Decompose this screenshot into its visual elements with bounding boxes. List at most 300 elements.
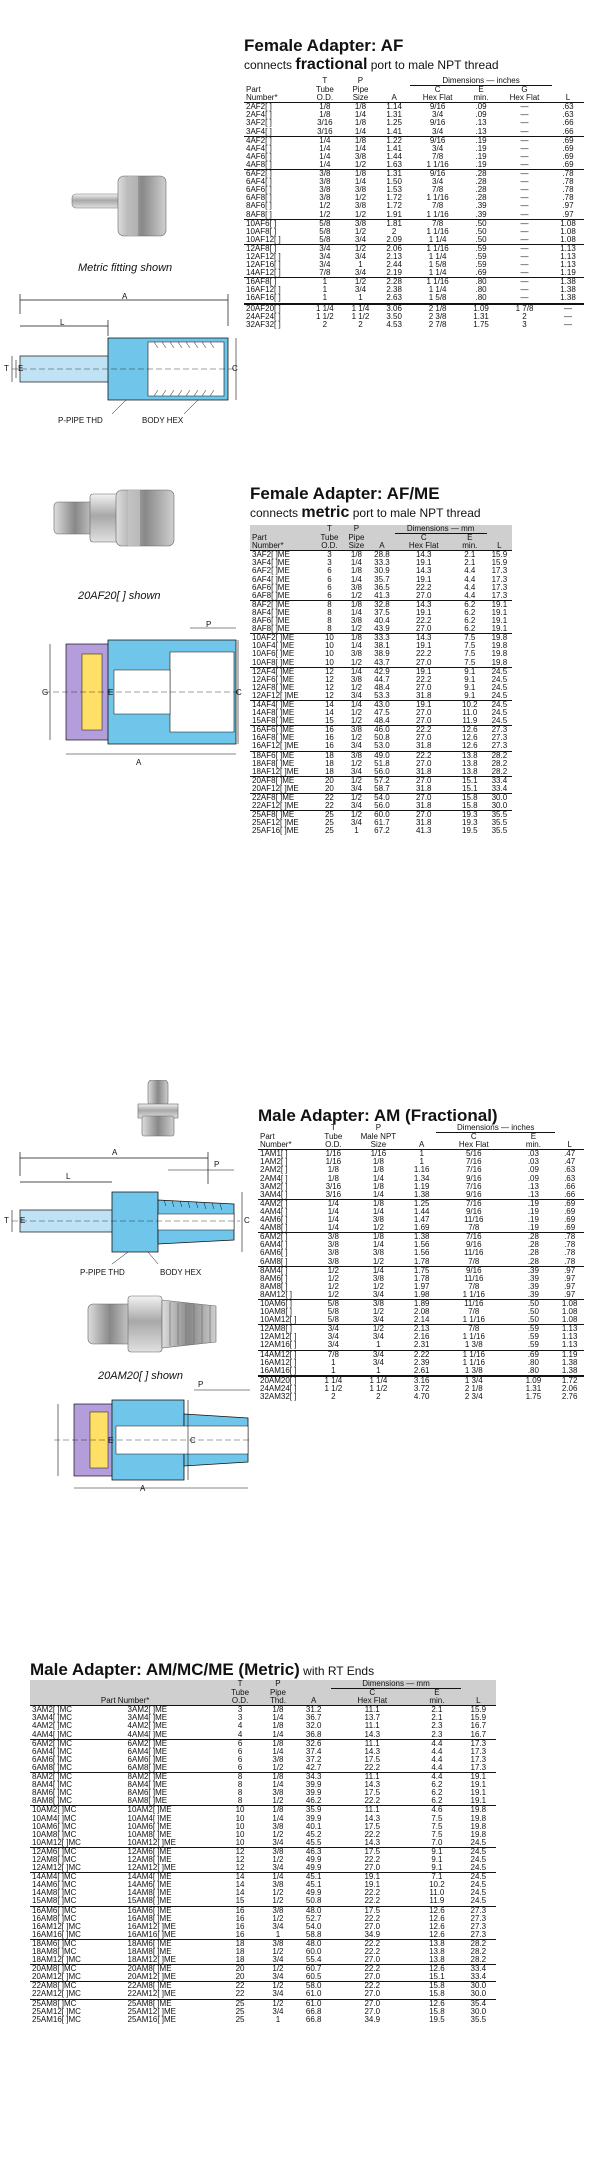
- value-cell: 11.0: [429, 1888, 445, 1898]
- value-cell: 30.0: [487, 794, 512, 803]
- value-cell: 1: [376, 1340, 381, 1350]
- value-cell: 1/8: [344, 600, 370, 609]
- table-row: [30, 1856, 496, 1864]
- value-cell: 1.19: [413, 1181, 430, 1191]
- value-cell: 27.0: [364, 1955, 381, 1965]
- value-cell: 1/8: [272, 1705, 284, 1715]
- value-cell: .19: [475, 159, 487, 169]
- value-cell: —: [520, 209, 529, 219]
- value-cell: —: [520, 285, 529, 295]
- value-cell: 12.6: [462, 733, 478, 743]
- part-number-cell: 8AM2[ ]ME: [126, 1773, 221, 1782]
- am-h-l: L: [555, 1141, 584, 1150]
- value-cell: 1.97: [413, 1281, 430, 1291]
- value-cell: 1 1/16: [426, 209, 449, 219]
- value-cell: 53.0: [374, 741, 390, 751]
- value-cell: 19.3: [462, 818, 478, 828]
- value-cell: 15.1: [429, 1972, 445, 1982]
- value-cell: 4.4: [464, 574, 476, 584]
- value-cell: 1/2: [350, 590, 362, 600]
- value-cell: 3/8: [272, 1821, 284, 1831]
- value-cell: 37.5: [374, 607, 390, 617]
- ammc-h-p: P: [260, 1680, 296, 1689]
- value-cell: 1/4: [317, 1199, 349, 1208]
- value-cell: .19: [512, 1199, 556, 1208]
- value-cell: 1.13: [560, 260, 576, 270]
- part-number-cell: 14AM6[ ]MC: [32, 1880, 77, 1890]
- value-cell: 24.5: [461, 1847, 496, 1856]
- value-cell: 3/4: [432, 143, 444, 153]
- value-cell: 6: [327, 582, 332, 592]
- value-cell: 3/8: [349, 1299, 407, 1308]
- part-number-cell: 15AF8[ ]ME: [252, 716, 295, 726]
- value-cell: 24.5: [470, 1880, 487, 1890]
- value-cell: 3/8: [327, 1240, 339, 1250]
- value-cell: 7.5: [431, 1813, 443, 1823]
- part-number-cell: 10AM4[ ]MC: [32, 1813, 77, 1823]
- part-number-cell: 25AF8[ ]ME: [250, 811, 315, 820]
- part-number-cell: 16AF12[ ]ME: [252, 741, 299, 751]
- value-cell: 12: [324, 674, 334, 684]
- am-dimension-drawing-2: [44, 1384, 254, 1494]
- value-cell: .50: [512, 1299, 556, 1308]
- value-cell: 42.9: [369, 667, 394, 676]
- value-cell: .50: [527, 1315, 539, 1325]
- value-cell: 2.3: [431, 1721, 443, 1731]
- value-cell: 1/2: [350, 624, 362, 634]
- value-cell: —: [520, 234, 529, 244]
- value-cell: 1 1/4: [349, 1376, 407, 1385]
- value-cell: 28.2: [470, 1947, 487, 1956]
- value-cell: 13.7: [364, 1713, 381, 1723]
- afme-spec-table: [250, 525, 512, 835]
- part-number-cell: 20AM8[ ]ME: [126, 1965, 221, 1974]
- table-row: [244, 119, 584, 127]
- value-cell: 1/2: [350, 733, 362, 743]
- value-cell: 1/8: [272, 1721, 284, 1731]
- value-cell: 1/2: [319, 201, 331, 211]
- value-cell: 10: [235, 1829, 245, 1839]
- af-h-l: L: [552, 94, 584, 103]
- value-cell: 17.3: [461, 1739, 496, 1748]
- value-cell: 1.38: [561, 1357, 578, 1367]
- value-cell: 27.0: [415, 708, 432, 718]
- value-cell: 1.31: [378, 170, 410, 179]
- value-cell: 7/8: [432, 185, 444, 195]
- afme-h-l: L: [487, 542, 512, 551]
- value-cell: 2: [391, 226, 397, 236]
- value-cell: 20: [220, 1965, 260, 1974]
- value-cell: 4.4: [431, 1754, 443, 1764]
- value-cell: 1/2: [272, 1896, 284, 1906]
- value-cell: 1/16: [325, 1149, 342, 1159]
- table-row: [258, 1341, 584, 1350]
- table-row: [30, 1722, 496, 1730]
- value-cell: 27.3: [470, 1913, 487, 1923]
- af-label-pthd: P-PIPE THD: [58, 416, 103, 425]
- ammc-h-blank3: [461, 1680, 496, 1689]
- part-number-cell: 25AM16[ ]ME: [127, 2014, 176, 2024]
- value-cell: 11.1: [331, 1806, 413, 1815]
- value-cell: 10: [235, 1813, 245, 1823]
- value-cell: 22.2: [364, 1896, 381, 1906]
- af-h-c: C: [434, 85, 441, 95]
- table-row: [30, 1939, 496, 1948]
- value-cell: 17.3: [470, 1754, 487, 1764]
- value-cell: 36.7: [305, 1713, 322, 1723]
- value-cell: 58.0: [296, 1982, 331, 1991]
- part-number-cell: 20AM12[ ]ME: [127, 1972, 176, 1982]
- value-cell: 3: [522, 319, 527, 329]
- part-number-cell: 12AM8[ ]: [258, 1325, 317, 1334]
- value-cell: 1.19: [555, 1350, 584, 1359]
- value-cell: 24.5: [470, 1863, 487, 1873]
- value-cell: 31.8: [415, 766, 432, 776]
- value-cell: 22.2: [364, 1762, 381, 1772]
- value-cell: 19.3: [453, 811, 487, 820]
- value-cell: 28.8: [374, 550, 390, 560]
- table-row: [250, 659, 512, 668]
- value-cell: 3/8: [327, 1256, 339, 1266]
- part-number-cell: 4AF6[ ]: [246, 151, 272, 161]
- value-cell: .97: [555, 1266, 584, 1275]
- value-cell: —: [497, 136, 552, 145]
- value-cell: 33.4: [491, 783, 508, 793]
- value-cell: 37.2: [305, 1754, 322, 1764]
- value-cell: .69: [564, 1206, 576, 1216]
- value-cell: 7/8: [468, 1281, 480, 1291]
- value-cell: 1/2: [272, 1796, 284, 1806]
- value-cell: 12.6: [429, 1913, 445, 1923]
- value-cell: 4.4: [464, 582, 476, 592]
- value-cell: 12: [315, 667, 343, 676]
- part-number-cell: 6AM4[ ]MC: [32, 1746, 73, 1756]
- am-h-min: min.: [512, 1141, 556, 1150]
- part-number-cell: 12AF12[ ]: [246, 251, 281, 261]
- value-cell: .09: [475, 102, 487, 112]
- table-row: [30, 1806, 496, 1815]
- value-cell: 27.0: [395, 794, 453, 803]
- part-number-cell: 16AF16[ ]: [246, 293, 281, 303]
- value-cell: 9.1: [464, 674, 476, 684]
- value-cell: 46.2: [305, 1796, 322, 1806]
- am-h-hexflat: Hex Flat: [436, 1141, 511, 1150]
- value-cell: 11.9: [429, 1896, 445, 1906]
- value-cell: 3/4: [432, 110, 444, 120]
- value-cell: 14.3: [364, 1746, 381, 1756]
- value-cell: —: [497, 244, 552, 253]
- table-row: [30, 1839, 496, 1848]
- part-number-cell: 16AM6[ ]MC: [30, 1906, 126, 1915]
- value-cell: 22.2: [331, 1965, 413, 1974]
- value-cell: .03: [527, 1149, 539, 1159]
- value-cell: 12: [324, 690, 334, 700]
- ammc-h-partnumber: Part Number*: [30, 1697, 220, 1706]
- part-number-cell: 22AM8[ ]ME: [126, 1982, 221, 1991]
- value-cell: 1/4: [272, 1813, 284, 1823]
- af-label-a: A: [122, 292, 128, 301]
- table-row: [30, 1706, 496, 1715]
- table-row: [244, 145, 584, 153]
- value-cell: 47.5: [374, 708, 390, 718]
- part-number-cell: 18AM8[ ]ME: [127, 1947, 172, 1956]
- part-number-cell: 14AF8[ ]ME: [252, 708, 295, 718]
- table-row: [30, 1906, 496, 1915]
- part-number-cell: 16AM16[ ]MC: [32, 1929, 81, 1939]
- value-cell: .78: [562, 193, 574, 203]
- value-cell: 19.1: [415, 607, 432, 617]
- value-cell: 7/8: [432, 201, 444, 211]
- value-cell: 1.44: [413, 1206, 430, 1216]
- af-h-blank2: [378, 77, 410, 86]
- part-number-cell: 6AF4[ ]: [246, 177, 272, 187]
- part-number-cell: 12AM12[ ]: [260, 1332, 297, 1342]
- af-dimension-drawing: [8, 286, 240, 426]
- part-number-cell: 10AM8[ ]MC: [32, 1829, 77, 1839]
- part-number-cell: 14AM8[ ]ME: [127, 1888, 172, 1898]
- value-cell: 1/2: [344, 811, 370, 820]
- value-cell: 31.8: [415, 801, 432, 811]
- af-h-part: Part: [246, 84, 261, 94]
- value-cell: 27.0: [395, 811, 453, 820]
- part-number-cell: 10AF8[ ]ME: [252, 657, 295, 667]
- value-cell: 27.0: [364, 1863, 381, 1873]
- table-row: [30, 1739, 496, 1748]
- value-cell: 2.3: [431, 1729, 443, 1739]
- af-label-hex: BODY HEX: [142, 416, 184, 425]
- value-cell: 6: [327, 574, 332, 584]
- value-cell: 15.8: [429, 2006, 445, 2016]
- part-number-cell: 8AF2[ ]ME: [250, 600, 315, 609]
- table-row: [30, 1956, 496, 1965]
- part-number-cell: 8AM4[ ]MC: [32, 1780, 73, 1790]
- value-cell: 27.0: [331, 1999, 413, 2008]
- part-number-cell: 12AM16[ ]: [260, 1340, 297, 1350]
- value-cell: 2.13: [386, 251, 402, 261]
- table-row: [30, 1714, 496, 1722]
- value-cell: .59: [527, 1332, 539, 1342]
- value-cell: 1/4: [350, 558, 362, 568]
- value-cell: 7/8: [436, 1325, 511, 1334]
- value-cell: 45.1: [305, 1880, 322, 1890]
- value-cell: 1/4: [319, 151, 331, 161]
- table-row: [244, 153, 584, 161]
- value-cell: 22.2: [415, 674, 432, 684]
- value-cell: 16: [324, 733, 334, 743]
- value-cell: 7.0: [431, 1837, 443, 1847]
- part-number-cell: 10AM2[ ]ME: [126, 1806, 221, 1815]
- af-fitting-photo: [68, 168, 176, 244]
- value-cell: 19.1: [491, 607, 508, 617]
- value-cell: 1/2: [317, 1266, 349, 1275]
- value-cell: 1/8: [350, 566, 362, 576]
- value-cell: 30.0: [470, 1989, 487, 1999]
- value-cell: 49.9: [305, 1888, 322, 1898]
- part-number-cell: 10AF6[ ]ME: [252, 649, 295, 659]
- ammc-h-blank2: [296, 1680, 331, 1689]
- value-cell: 1/2: [343, 244, 379, 253]
- value-cell: 1/4: [350, 574, 362, 584]
- value-cell: 30.0: [491, 801, 508, 811]
- am-label-p: P: [214, 1160, 220, 1169]
- value-cell: 1: [376, 1365, 381, 1375]
- afme-h-od: O.D.: [315, 542, 343, 551]
- value-cell: 19.8: [470, 1813, 487, 1823]
- part-number-cell: 32AF32[ ]: [246, 319, 281, 329]
- af-h-e: E: [478, 85, 484, 95]
- value-cell: 3/8: [272, 1754, 284, 1764]
- value-cell: 17.5: [364, 1754, 381, 1764]
- value-cell: .80: [465, 278, 497, 287]
- value-cell: .47: [564, 1157, 576, 1167]
- value-cell: 1 1/2: [369, 1383, 388, 1393]
- value-cell: 27.0: [364, 1921, 381, 1931]
- table-row: [244, 186, 584, 194]
- table-row: [30, 1815, 496, 1823]
- part-number-cell: 18AM6[ ]MC: [30, 1939, 126, 1948]
- value-cell: 2 7/8: [428, 319, 447, 329]
- value-cell: 7/16: [465, 1165, 482, 1175]
- am-label-t: T: [4, 1216, 9, 1225]
- value-cell: .97: [562, 201, 574, 211]
- value-cell: 1: [358, 293, 363, 303]
- value-cell: 61.7: [374, 818, 390, 828]
- value-cell: 3/4: [272, 1921, 284, 1931]
- value-cell: 1/4: [319, 143, 331, 153]
- value-cell: —: [520, 185, 529, 195]
- part-number-cell: 18AM12[ ]MC: [32, 1955, 81, 1965]
- value-cell: 31.2: [305, 1705, 322, 1715]
- value-cell: 1.44: [386, 151, 402, 161]
- value-cell: 1/8: [349, 1199, 407, 1208]
- value-cell: .28: [465, 170, 497, 179]
- value-cell: 17.3: [470, 1746, 487, 1756]
- value-cell: 3/4: [307, 244, 343, 253]
- value-cell: 15.9: [491, 558, 508, 568]
- part-number-cell: 18AF8[ ]ME: [252, 758, 295, 768]
- value-cell: 18: [235, 1947, 245, 1956]
- value-cell: 1/4: [354, 110, 367, 120]
- value-cell: 43.9: [374, 624, 390, 634]
- value-cell: 14.3: [395, 634, 453, 643]
- value-cell: 14.3: [364, 1837, 381, 1847]
- value-cell: 11.1: [331, 1739, 413, 1748]
- value-cell: 11.1: [364, 1705, 380, 1715]
- part-number-cell: 6AM4[ ]: [260, 1240, 288, 1250]
- part-number-cell: 3AF4[ ]ME: [252, 558, 290, 568]
- part-number-cell: 16AF6[ ]ME: [250, 726, 315, 735]
- af-h-t: T: [322, 76, 328, 86]
- value-cell: 48.0: [296, 1906, 331, 1915]
- value-cell: 17.5: [364, 1788, 381, 1798]
- value-cell: 7.5: [453, 634, 487, 643]
- value-cell: 17.5: [364, 1821, 381, 1831]
- afme-label-a: A: [136, 758, 142, 767]
- value-cell: 10: [324, 649, 334, 659]
- value-cell: 4.4: [413, 1739, 460, 1748]
- value-cell: 2.28: [378, 278, 410, 287]
- value-cell: 1/8: [260, 1739, 296, 1748]
- afme-label-p: P: [206, 620, 212, 629]
- part-number-cell: 20AM8[ ]MC: [30, 1965, 126, 1974]
- value-cell: .59: [475, 251, 487, 261]
- value-cell: —: [520, 251, 529, 261]
- value-cell: 2.61: [413, 1365, 430, 1375]
- value-cell: .63: [564, 1165, 576, 1175]
- value-cell: 27.0: [415, 682, 432, 692]
- value-cell: 7.5: [464, 657, 476, 667]
- value-cell: 15.8: [413, 1982, 460, 1991]
- table-row: [244, 244, 584, 253]
- value-cell: —: [520, 268, 529, 278]
- am-h-p: P: [375, 1123, 382, 1133]
- value-cell: 54.0: [305, 1921, 322, 1931]
- value-cell: 3/16: [325, 1181, 342, 1191]
- value-cell: .80: [475, 293, 487, 303]
- value-cell: 11.9: [462, 716, 478, 726]
- part-number-cell: 6AF6[ ]: [246, 185, 272, 195]
- value-cell: 1 1/4: [428, 285, 447, 295]
- value-cell: 22.2: [364, 1947, 381, 1956]
- value-cell: 27.0: [364, 1989, 381, 1999]
- af-h-tube: Tube: [315, 84, 334, 94]
- af-title: Female Adapter: AF: [244, 36, 404, 55]
- table-row: [30, 1764, 496, 1773]
- value-cell: .28: [475, 185, 487, 195]
- value-cell: 3/4: [354, 285, 367, 295]
- value-cell: 32.6: [296, 1739, 331, 1748]
- afme-h-hexflat: Hex Flat: [395, 542, 453, 551]
- value-cell: 35.9: [296, 1806, 331, 1815]
- part-number-cell: 8AF4[ ]ME: [252, 607, 290, 617]
- value-cell: .50: [527, 1307, 539, 1317]
- part-number-cell: 3AM2[ ]: [260, 1181, 288, 1191]
- af-h-number: Number*: [244, 94, 307, 103]
- value-cell: 1.38: [561, 1365, 578, 1375]
- value-cell: 1/8: [319, 110, 331, 120]
- value-cell: 2 1/8: [410, 304, 465, 313]
- value-cell: 5/8: [319, 234, 331, 244]
- value-cell: 9/16: [465, 1173, 482, 1183]
- am-h-dims: Dimensions — inches: [436, 1124, 555, 1133]
- value-cell: 11/16: [464, 1273, 484, 1283]
- value-cell: 12: [235, 1854, 245, 1864]
- value-cell: .63: [562, 110, 574, 120]
- value-cell: —: [497, 278, 552, 287]
- table-row: [30, 1748, 496, 1756]
- value-cell: 1/8: [372, 1165, 384, 1175]
- value-cell: 2: [522, 311, 527, 321]
- table-row: [244, 219, 584, 228]
- value-cell: 7/8: [468, 1256, 480, 1266]
- afme-h-blank2: [369, 525, 394, 534]
- value-cell: 17.3: [491, 582, 508, 592]
- value-cell: .69: [562, 151, 574, 161]
- value-cell: 19.1: [491, 624, 508, 634]
- ammc-h-min: min.: [413, 1697, 460, 1706]
- value-cell: 7/8: [410, 219, 465, 228]
- afme-h-a: A: [369, 542, 394, 551]
- value-cell: 1 1/4: [307, 304, 343, 313]
- value-cell: 2.22: [407, 1350, 436, 1359]
- value-cell: 2.31: [413, 1340, 430, 1350]
- value-cell: 11.1: [364, 1721, 380, 1731]
- table-row: [30, 1973, 496, 1982]
- part-number-cell: 10AM12[ ]MC: [32, 1837, 81, 1847]
- value-cell: 19.8: [461, 1806, 496, 1815]
- part-number-cell: 12AF8[ ]ME: [252, 682, 295, 692]
- value-cell: 17.3: [491, 566, 508, 576]
